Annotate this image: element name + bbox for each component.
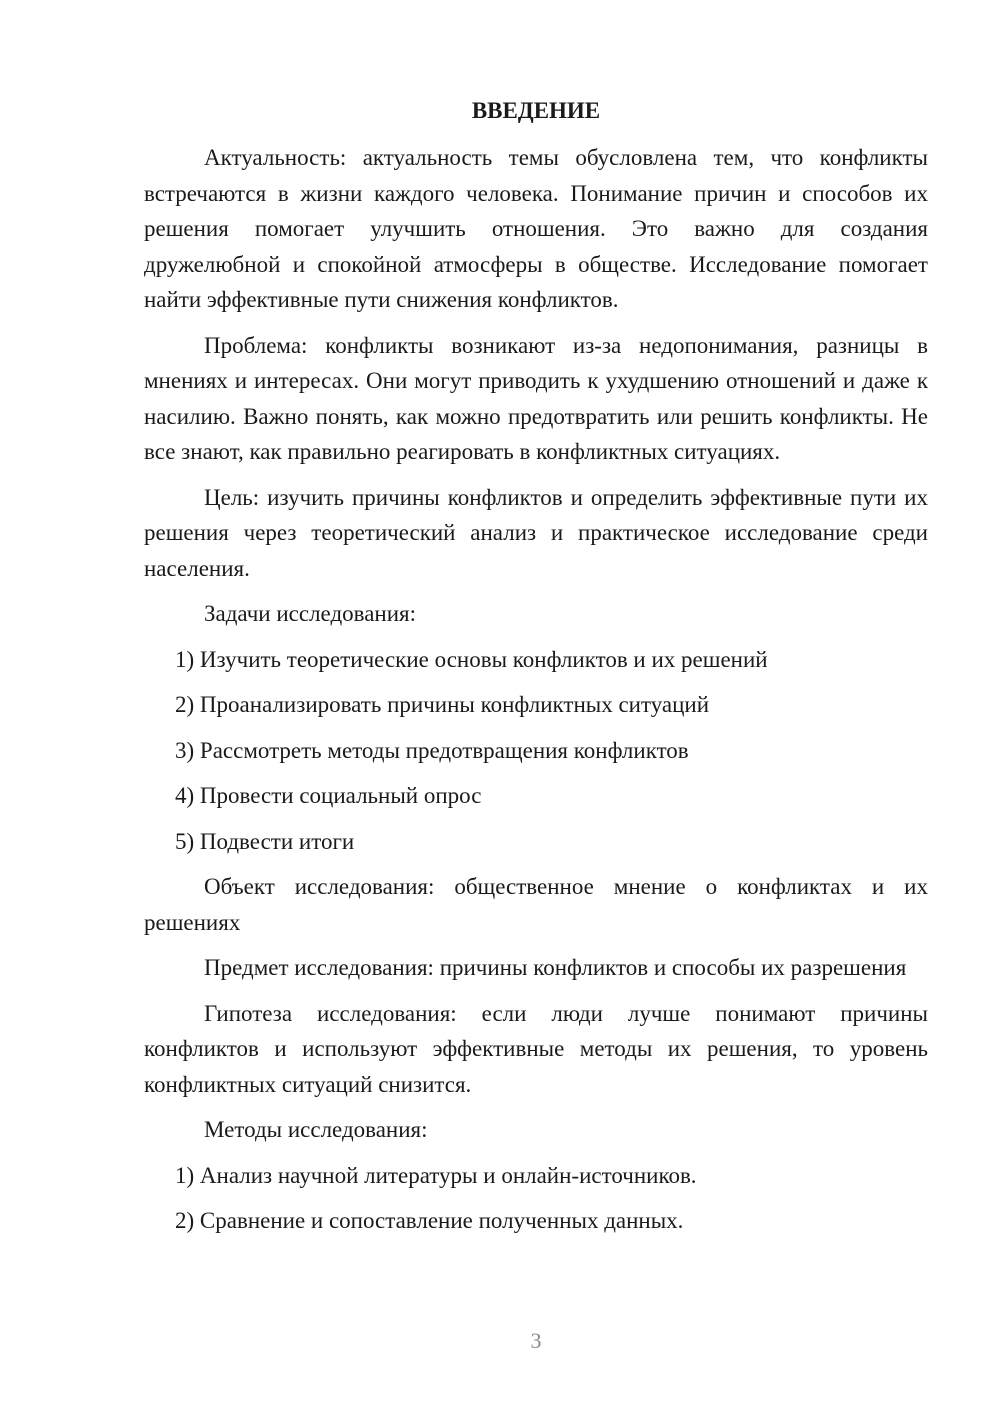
list-item: 5) Подвести итоги	[175, 828, 355, 854]
page-content	[144, 93, 928, 1249]
list-item: 1) Изучить теоретические основы конфликтов и их решений	[175, 646, 768, 672]
list-item: 4) Провести социальный опрос	[175, 783, 482, 808]
page-title: ВВЕДЕНИЕ	[471, 98, 601, 123]
object-paragraph: Объект исследования: общественное мнение о конфликтах и их решениях	[144, 874, 928, 935]
list-item: 2) Сравнение и сопоставление полученных данных.	[175, 1208, 684, 1233]
page-number: 3	[530, 1328, 542, 1353]
list-item: 2) Проанализировать причины конфликтных ситуаций	[175, 692, 710, 717]
list-item: 1) Анализ научной литературы и онлайн-источников.	[175, 1162, 697, 1188]
methods-label: Методы исследования:	[204, 1117, 428, 1142]
methods-list	[144, 1158, 928, 1239]
tasks-list	[144, 642, 928, 860]
tasks-label: Задачи исследования:	[204, 601, 417, 626]
relevance-paragraph: Актуальность: актуальность темы обусловлена тем, что конфликты встречаются в жизни каждого человека. Понимание причин и способов их решения помогает улучшить отношения. Это важно для создания дружелюбной и спокойной атмосферы в обществе. Исследование помогает найти эффективные пути снижения конфликтов.	[144, 145, 928, 312]
problem-paragraph: Проблема: конфликты возникают из-за недопонимания, разницы в мнениях и интересах. Они могут приводить к ухудшению отношений и даже к насилию. Важно понять, как можно предотвратить или решить конфликты. Не все знают, как правильно реагировать в конфликтных ситуациях.	[144, 332, 928, 464]
list-item: 3) Рассмотреть методы предотвращения конфликтов	[175, 737, 689, 763]
subject-paragraph: Предмет исследования: причины конфликтов и способы их разрешения	[204, 955, 907, 980]
hypothesis-paragraph: Гипотеза исследования: если люди лучше понимают причины конфликтов и используют эффективные методы их решения, то уровень конфликтных ситуаций снизится.	[144, 1000, 928, 1097]
goal-paragraph: Цель: изучить причины конфликтов и определить эффективные пути их решения через теоретический анализ и практическое исследование среди населения.	[144, 484, 928, 581]
